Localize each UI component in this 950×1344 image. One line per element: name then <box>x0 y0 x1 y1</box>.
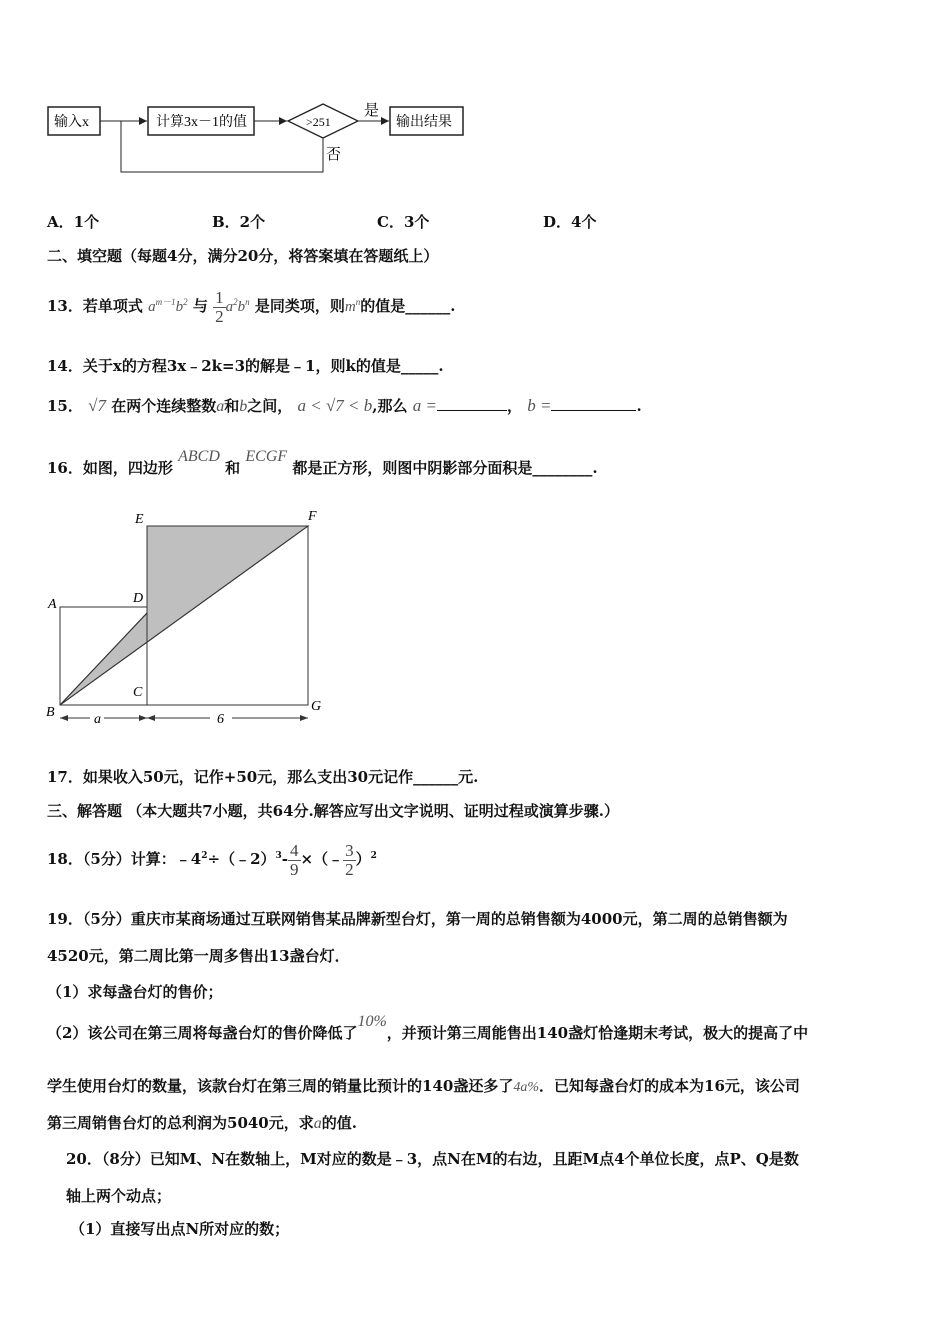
label-d: D <box>133 591 144 606</box>
option-b: B．2个 <box>212 213 266 231</box>
question-20-line1: 20．（8分）已知M、N在数轴上，M对应的数是﹣3，点N在M的右边，且距M点4个单位长度，点P、Q是数 <box>66 1150 799 1168</box>
question-20-line2: 轴上两个动点； <box>66 1187 172 1205</box>
label-f: F <box>308 509 317 524</box>
label-length-a: a <box>94 712 101 727</box>
flowchart-input-text: 输入x <box>54 115 89 130</box>
section3-title: 三、解答题 （本大题共7小题，共64分.解答应写出文字说明、证明过程或演算步骤.） <box>47 802 619 820</box>
label-length-6: 6 <box>217 712 224 727</box>
label-a: A <box>48 597 57 612</box>
q18-fraction-2: $\frac{3}{2}$ <box>345 840 354 879</box>
question-16: 16．如图，四边形 ABCD 和 ECGF 都是正方形，则图中阴影部分面积是________. <box>47 448 598 477</box>
q13-fraction: $\frac{1}{2}$ <box>215 287 224 326</box>
question-19-line2: 4520元，第二周比第一周多售出13盏台灯． <box>47 947 350 965</box>
question-19-line5: 第三周销售台灯的总利润为5040元，求a的值. <box>47 1114 357 1132</box>
label-g: G <box>311 699 322 714</box>
question-17: 17．如果收入50元，记作+50元，那么支出30元记作______元. <box>47 768 479 786</box>
flowchart-output-text: 输出结果 <box>396 115 452 130</box>
option-a: A．1个 <box>47 213 100 231</box>
question-19-part1: （1）求每盏台灯的售价； <box>47 983 223 1001</box>
flowchart-no-label: 否 <box>326 147 342 163</box>
question-14: 14．关于x的方程3x﹣2k=3的解是﹣1，则k的值是_____. <box>47 357 444 375</box>
q18-fraction-1: $\frac{4}{9}$ <box>290 840 299 879</box>
geometry-figure <box>40 500 340 735</box>
question-18: 18．（5分）计算：$﹣4^2\div(﹣2)^3-$ $\frac{4}{9}$ ×（﹣ $\frac{3}{2}$ ）$^2$ <box>47 840 377 879</box>
section2-title: 二、填空题（每题4分，满分20分，将答案填在答题纸上） <box>47 247 439 265</box>
flowchart <box>40 95 480 185</box>
flowchart-yes-label: 是 <box>364 103 380 119</box>
label-b: B <box>46 705 55 720</box>
flowchart-decision-text: >251 <box>306 115 331 129</box>
option-d: D．4个 <box>543 213 597 231</box>
label-c: C <box>133 685 143 700</box>
question-20-part1: （1）直接写出点N所对应的数； <box>70 1220 290 1238</box>
question-15: 15． √7 在两个连续整数a和b之间， a < √7 < b,那么 a = ， b = . <box>47 396 642 415</box>
question-19-part2: （2）该公司在第三周将每盏台灯的售价降低了10%，并预计第三周能售出140盏灯恰逢期末考试，极大的提高了中 <box>47 1013 809 1042</box>
question-19-line4: 学生使用台灯的数量，该款台灯在第三周的销量比预计的140盏还多了4a%．已知每盏台灯的成本为16元，该公司 <box>47 1077 800 1095</box>
option-c: C．3个 <box>377 213 430 231</box>
question-19-line1: 19．（5分）重庆市某商场通过互联网销售某品牌新型台灯，第一周的总销售额为4000元，第二周的总销售额为 <box>47 910 788 928</box>
label-e: E <box>135 512 144 527</box>
question-13: 13．若单项式 $a^{m-1}b^2$ 与 $\frac{1}{2}$ $a^2b^n$ 是同类项，则$m^n$的值是______. <box>47 287 456 326</box>
flowchart-compute-text: 计算3x－1的值 <box>156 115 247 130</box>
